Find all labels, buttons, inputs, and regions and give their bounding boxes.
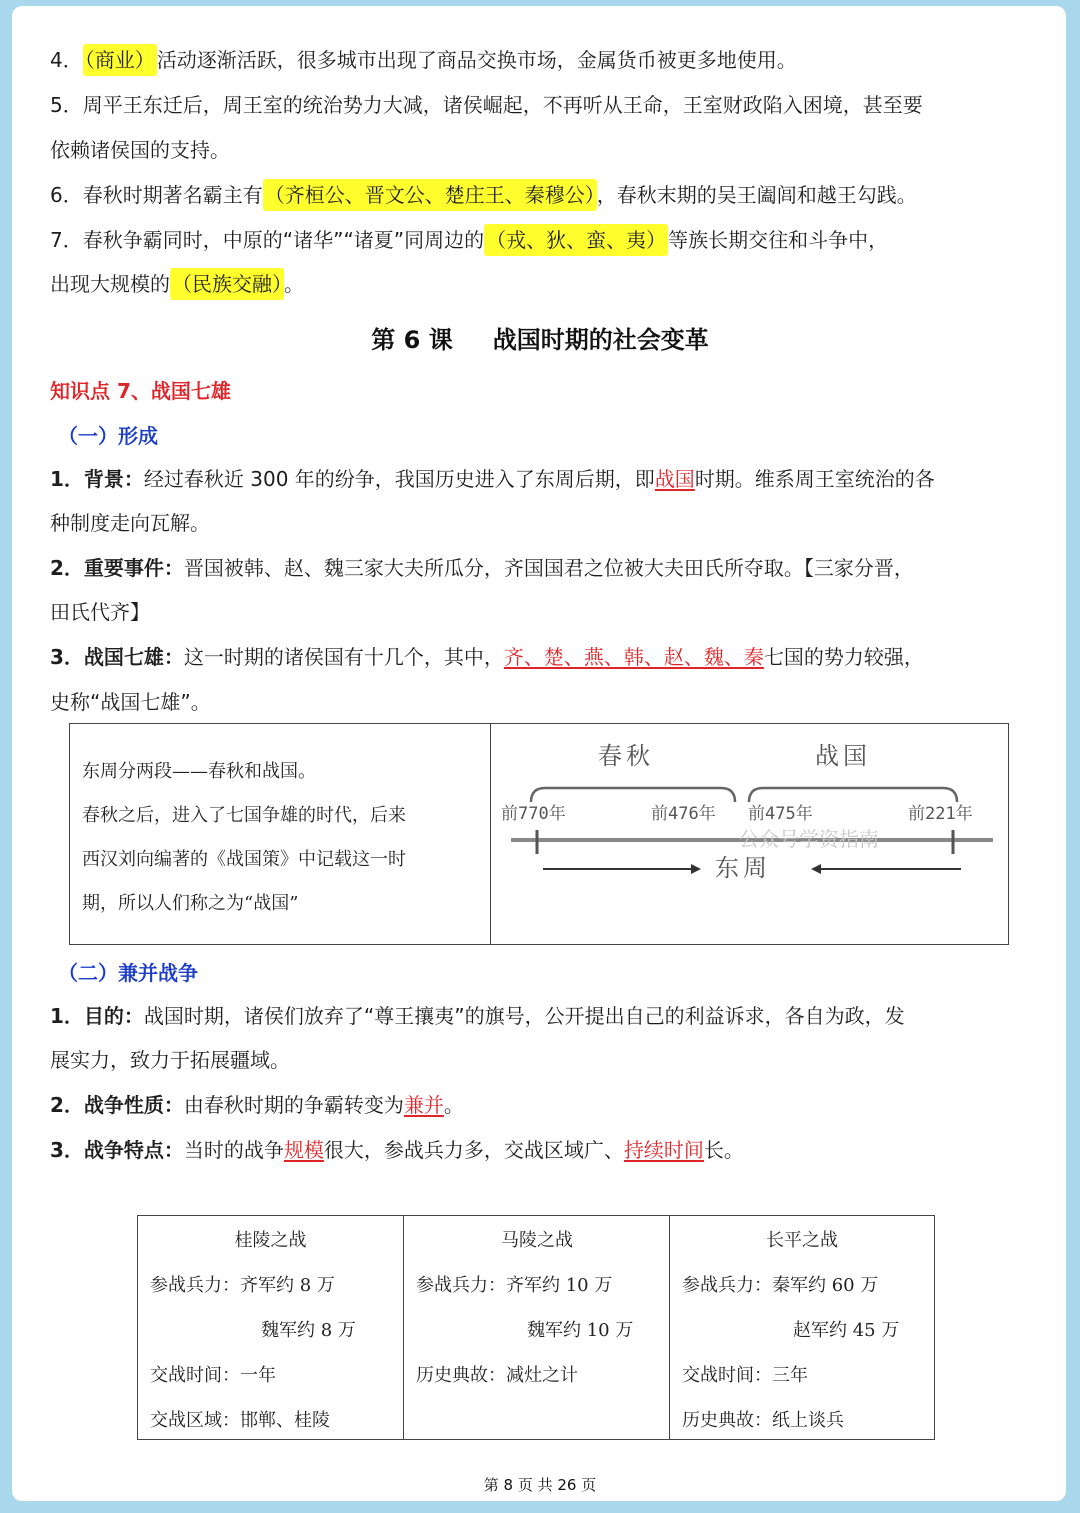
- item-4: 4． （商业） 活动逐渐活跃，很多城市出现了商品交换市场，金属货币被更多地使用。: [50, 46, 797, 74]
- item-5: 5．周平王东迁后，周王室的统治势力大减，诸侯崛起，不再听从王命，王室财政陷入困境，甚至要: [50, 93, 923, 117]
- center-label-dongzhou: 东周: [715, 854, 771, 882]
- period-label-chunqiu: 春秋: [598, 742, 654, 770]
- battle-card-guiling: 桂陵之战 参战兵力：齐军约 8 万 魏军约 8 万 交战时间：一年 交战区域：邯郸、桂陵: [150, 1230, 356, 1431]
- date-label: 前476年: [651, 804, 716, 824]
- page-footer: 第 8 页 共 26 页: [483, 1476, 597, 1494]
- knowledge-point-heading: 知识点 7、战国七雄: [50, 379, 231, 403]
- item-7-cont: 出现大规模的 （民族交融） 。: [50, 270, 304, 298]
- brace-chunqiu: [531, 788, 735, 802]
- highlight-answer: （戎、狄、蛮、夷）: [484, 224, 668, 256]
- date-label: 前475年: [748, 804, 813, 824]
- item-7: 7．春秋争霸同时，中原的“诸华”“诸夏”同周边的 （戎、狄、蛮、夷） 等族长期交往和斗争中，: [50, 226, 888, 254]
- watermark: 公众号学资指南: [739, 827, 879, 851]
- wars-p3: 3．战争特点：当时的战争规模很大，参战兵力多，交战区域广、持续时间长。: [50, 1138, 744, 1162]
- timeline-explanation: 东周分两段——春秋和战国。 春秋之后，进入了七国争雄的时代，后来 西汉刘向编著的《战国策》中记载这一时 期，所以人们称之为“战国”: [82, 761, 406, 914]
- wars-p1-cont: 展实力，致力于拓展疆域。: [50, 1048, 290, 1072]
- highlight-answer: （商业）: [83, 44, 157, 76]
- formation-p1: 1．背景：经过春秋近 300 年的纷争，我国历史进入了东周后期，即战国时期。维系周王室统治的各: [50, 467, 935, 491]
- wars-p1: 1．目的：战国时期，诸侯们放弃了“尊王攘夷”的旗号，公开提出自己的利益诉求，各自为政，发: [50, 1004, 905, 1028]
- period-label-zhanguo: 战国: [815, 742, 871, 770]
- section-heading-wars: （二）兼并战争: [58, 961, 198, 985]
- formation-p2: 2．重要事件：晋国被韩、赵、魏三家大夫所瓜分，齐国国君之位被大夫田氏所夺取。【三家分晋，: [50, 556, 914, 580]
- lesson-title: 第 6 课 战国时期的社会变革: [371, 326, 709, 354]
- battle-card-changping: 长平之战 参战兵力：秦军约 60 万 赵军约 45 万 交战时间：三年 历史典故：纸上谈兵: [669, 1216, 934, 1439]
- formation-p2-cont: 田氏代齐】: [50, 600, 150, 624]
- timeline-diagram: [491, 724, 1008, 944]
- formation-p3-cont: 史称“战国七雄”。: [50, 690, 211, 714]
- highlight-answer: （民族交融）: [170, 268, 284, 300]
- highlight-answer: （齐桓公、晋文公、楚庄王、秦穆公）: [263, 179, 597, 211]
- timeline-box: [69, 723, 1009, 945]
- date-label: 前221年: [908, 804, 973, 824]
- formation-p1-cont: 种制度走向瓦解。: [50, 511, 210, 535]
- battle-card-maling: 马陵之战 参战兵力：齐军约 10 万 魏军约 10 万 历史典故：减灶之计: [403, 1216, 670, 1439]
- battles-table: [137, 1215, 935, 1440]
- wars-p2: 2．战争性质：由春秋时期的争霸转变为兼并。: [50, 1093, 464, 1117]
- section-heading-formation: （一）形成: [58, 424, 158, 448]
- item-5-cont: 依赖诸侯国的支持。: [50, 138, 230, 162]
- date-label: 前770年: [501, 804, 566, 824]
- item-6: 6．春秋时期著名霸主有 （齐桓公、晋文公、楚庄王、秦穆公） ，春秋末期的吴王阖闾和越王勾践。: [50, 181, 917, 209]
- brace-zhanguo: [749, 788, 957, 802]
- formation-p3: 3．战国七雄：这一时期的诸侯国有十几个，其中，齐、楚、燕、韩、赵、魏、秦七国的势力较强，: [50, 645, 924, 669]
